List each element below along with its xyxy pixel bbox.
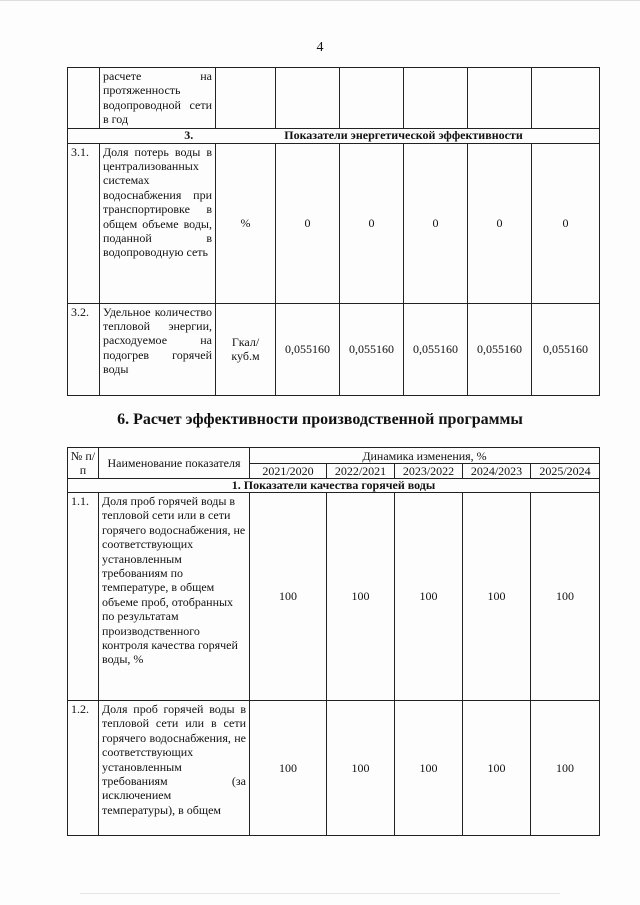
value-cell: 0,055160	[468, 303, 532, 395]
scan-bottom-edge	[80, 893, 560, 894]
header-row	[68, 448, 600, 464]
value-cell: 100	[531, 701, 600, 836]
value-cell: 0	[404, 143, 468, 303]
table-row	[68, 701, 600, 836]
unit: %	[216, 143, 276, 303]
page-number: 4	[316, 40, 324, 55]
value-cell: 100	[327, 701, 395, 836]
energy-indicators-table	[67, 67, 600, 396]
value-cell: 100	[327, 493, 395, 701]
header-num: № п/п	[68, 448, 99, 479]
value-cell: 100	[250, 493, 327, 701]
value-cell: 0	[340, 143, 404, 303]
unit: Гкал/ куб.м	[216, 303, 276, 395]
section-row	[68, 128, 600, 143]
header-year: 2022/2021	[327, 464, 395, 479]
table-row	[68, 68, 600, 129]
value-cell: 0,055160	[340, 303, 404, 395]
value-cell: 100	[395, 701, 463, 836]
header-dynamics: Динамика изменения, %	[250, 448, 600, 464]
indicator-name: Доля проб горячей воды в тепловой сети или в сети горячего водоснабжения, не соответствующих установленным требованиям по температуре, в общем объеме проб, отобранных по результатам производственного контроля качества горячей воды, %	[99, 493, 250, 701]
table-row	[68, 143, 600, 303]
value-cell: 100	[395, 493, 463, 701]
section-heading: 6. Расчет эффективности производственной программы	[117, 411, 523, 428]
value-cell: 100	[250, 701, 327, 836]
efficiency-table	[67, 447, 600, 836]
indicator-name: Доля проб горячей воды в тепловой сети или в сети горячего водоснабжения, не соответствующих установленным требованиям (за исключением температуры), в общем	[99, 701, 250, 836]
indicator-name: Доля потерь воды в централизованных системах водоснабжения при транспортировке в общем объеме воды, поданной в водопроводную сеть	[100, 143, 216, 303]
header-year: 2023/2022	[395, 464, 463, 479]
row-continuation-text: расчете на протяженность водопроводной сети в год	[100, 68, 216, 129]
row-number: 1.2.	[68, 701, 99, 836]
section-title: 1. Показатели качества горячей воды	[68, 479, 600, 493]
section-row	[68, 479, 600, 493]
table-row	[68, 303, 600, 395]
value-cell: 0	[468, 143, 532, 303]
value-cell: 100	[463, 493, 531, 701]
section-title: Показатели энергетической эффективности	[284, 127, 523, 142]
row-number: 3.1.	[68, 143, 100, 303]
value-cell: 100	[531, 493, 600, 701]
value-cell: 0,055160	[404, 303, 468, 395]
row-number: 1.1.	[68, 493, 99, 701]
header-year: 2021/2020	[250, 464, 327, 479]
header-year: 2024/2023	[463, 464, 531, 479]
header-year: 2025/2024	[531, 464, 600, 479]
value-cell: 0	[276, 143, 340, 303]
scan-top-edge	[0, 0, 640, 1]
section-number: 3.	[184, 127, 194, 142]
value-cell: 0,055160	[532, 303, 600, 395]
row-number: 3.2.	[68, 303, 100, 395]
table-row	[68, 493, 600, 701]
indicator-name: Удельное количество тепловой энергии, расходуемое на подогрев горячей воды	[100, 303, 216, 395]
value-cell: 0,055160	[276, 303, 340, 395]
value-cell: 0	[532, 143, 600, 303]
header-name: Наименование показателя	[99, 448, 250, 479]
cell-empty	[68, 68, 100, 129]
value-cell: 100	[463, 701, 531, 836]
